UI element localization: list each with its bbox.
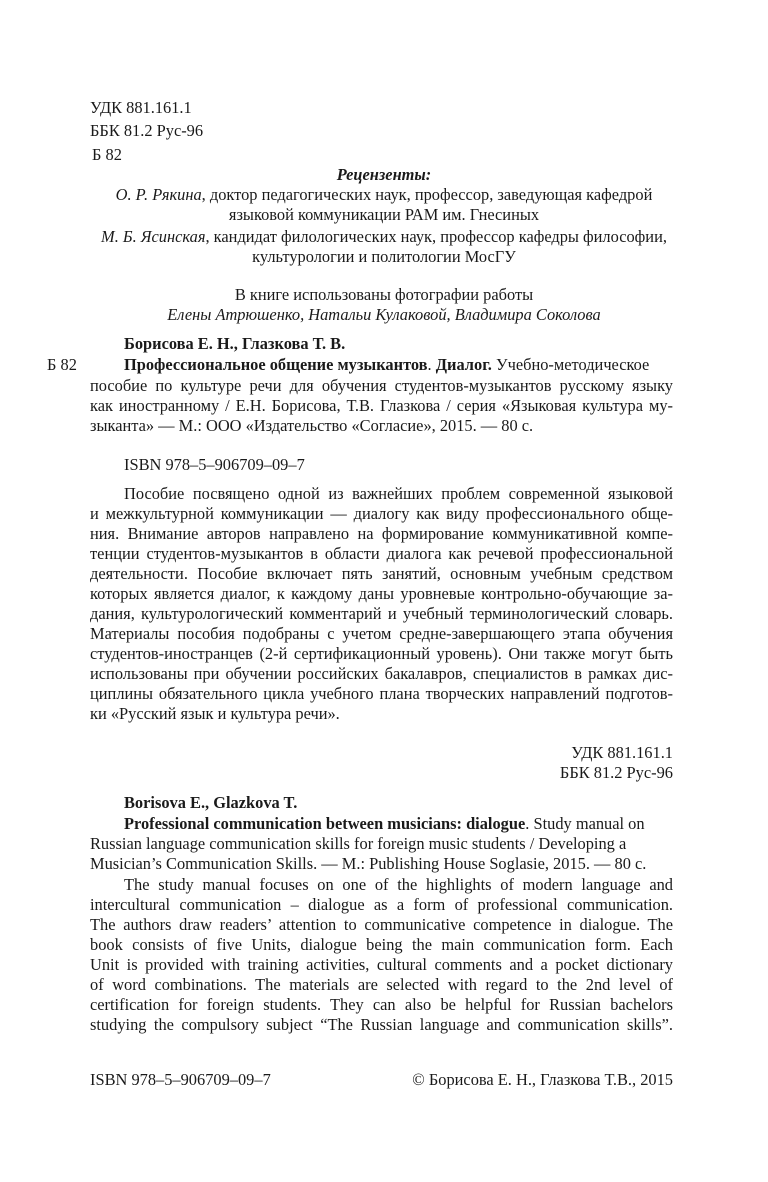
ru-abstract-line: использованы при обучении российских бакалавров, специалистов в рамках дис-	[90, 664, 673, 683]
ru-entry-line-2: пособие по культуре речи для обучения студентов-музыкантов русскому языку	[90, 376, 673, 395]
footer-copyright: © Борисова Е. Н., Глазкова Т.В., 2015	[412, 1070, 673, 1089]
ru-abstract-line: дания, культурологический комментарий и учебный терминологический словарь.	[90, 604, 673, 623]
reviewer-2-name: М. Б. Ясинская	[101, 227, 206, 246]
bbk-code: ББК 81.2 Рус-96	[90, 121, 204, 140]
photo-credit-line-1: В книге использованы фотографии работы	[234, 285, 534, 304]
bbk-code-right: ББК 81.2 Рус-96	[559, 763, 673, 782]
en-abstract-line: certification for foreign students. They can also be helpful for Russian bachelors	[90, 995, 673, 1014]
ru-abstract-line: циплины обязательного цикла учебного плана творческих направлений подготов-	[90, 684, 673, 703]
en-abstract-line: Unit is provided with training activities, cultural comments and a pocket dictionary	[90, 955, 673, 974]
reviewer-1-name: О. Р. Рякина	[115, 185, 202, 204]
ru-abstract-line: ния. Внимание авторов направлено на формирование коммуникативной компе-	[90, 524, 673, 543]
ru-entry-line-4: зыканта» — М.: ООО «Издательство «Согласие», 2015. — 80 с.	[90, 416, 534, 435]
reviewer-2-title: , кандидат филологических наук, профессор кафедры философии,	[205, 227, 667, 246]
author-mark: Б 82	[92, 145, 122, 164]
ru-abstract-line: и межкультурной коммуникации — диалогу как виду профессионального обще-	[90, 504, 673, 523]
en-entry-line-3: Musician’s Communication Skills. — M.: Publishing House Soglasie, 2015. — 80 c.	[90, 854, 647, 873]
ru-abstract-line: деятельности. Пособие включает пять занятий, основным учебным средством	[90, 564, 673, 583]
reviewer-2-line-2: культурологии и политологии МосГУ	[252, 247, 516, 266]
ru-title-line	[124, 355, 649, 375]
ru-abstract-line: Пособие посвящено одной из важнейших проблем современной языковой	[124, 484, 673, 503]
en-abstract-line: book consists of five Units, dialogue being the main communication form. Each	[90, 935, 673, 954]
en-abstract-line: intercultural communication – dialogue as a form of professional communication.	[90, 895, 673, 914]
en-abstract-line: of word combinations. The materials are selected with regard to the 2nd level of	[90, 975, 673, 994]
ru-abstract-line: ки «Русский язык и культура речи».	[90, 704, 340, 723]
udk-code-right: УДК 881.161.1	[571, 743, 673, 762]
en-abstract-line: The authors draw readers’ attention to communicative competence in dialogue. The	[90, 915, 673, 934]
udk-code: УДК 881.161.1	[90, 98, 192, 117]
en-authors: Borisova E., Glazkova T.	[124, 793, 298, 812]
ru-title-rest: Учебно-методическое	[491, 355, 650, 374]
photo-credit-line-2: Елены Атрюшенко, Натальи Кулаковой, Владимира Соколова	[167, 305, 601, 324]
ru-subtitle: Диалог.	[435, 355, 492, 374]
reviewer-1-line-1	[0, 185, 768, 205]
ru-author-mark: Б 82	[47, 355, 77, 374]
ru-title: Профессиональное общение музыкантов	[124, 355, 428, 374]
reviewer-1-title: , доктор педагогических наук, профессор, заведующая кафедрой	[201, 185, 653, 204]
footer-isbn: ISBN 978–5–906709–09–7	[90, 1070, 271, 1089]
en-abstract-line: The study manual focuses on one of the highlights of modern language and	[124, 875, 673, 894]
reviewer-2-line-1	[0, 227, 768, 247]
en-title-line	[124, 814, 645, 834]
ru-abstract-line: Материалы пособия подобраны с учетом средне-завершающего этапа обучения	[90, 624, 673, 643]
en-title: Professional communication between musicians: dialogue	[124, 814, 526, 833]
ru-isbn: ISBN 978–5–906709–09–7	[124, 455, 305, 474]
ru-abstract-line: которых является диалог, к каждому даны уровневые контрольно-обучающие за-	[90, 584, 673, 603]
reviewers-heading: Рецензенты:	[336, 165, 432, 184]
ru-abstract-line: тенции студентов-музыкантов в области диалога как речевой профессиональной	[90, 544, 673, 563]
reviewer-1-line-2: языковой коммуникации РАМ им. Гнесиных	[228, 205, 540, 224]
ru-abstract-line: студентов-иностранцев (2-й сертификационный уровень). Они также могут быть	[90, 644, 673, 663]
en-title-rest: . Study manual on	[525, 814, 645, 833]
en-abstract-line: studying the compulsory subject “The Russian language and communication skills”.	[90, 1015, 673, 1034]
ru-entry-line-3: как иностранному / Е.Н. Борисова, Т.В. Глазкова / серия «Языковая культура му-	[90, 396, 673, 415]
ru-title-sep: .	[427, 355, 436, 374]
ru-authors: Борисова Е. Н., Глазкова Т. В.	[124, 334, 346, 353]
en-entry-line-2: Russian language communication skills for foreign music students / Developing a	[90, 834, 627, 853]
